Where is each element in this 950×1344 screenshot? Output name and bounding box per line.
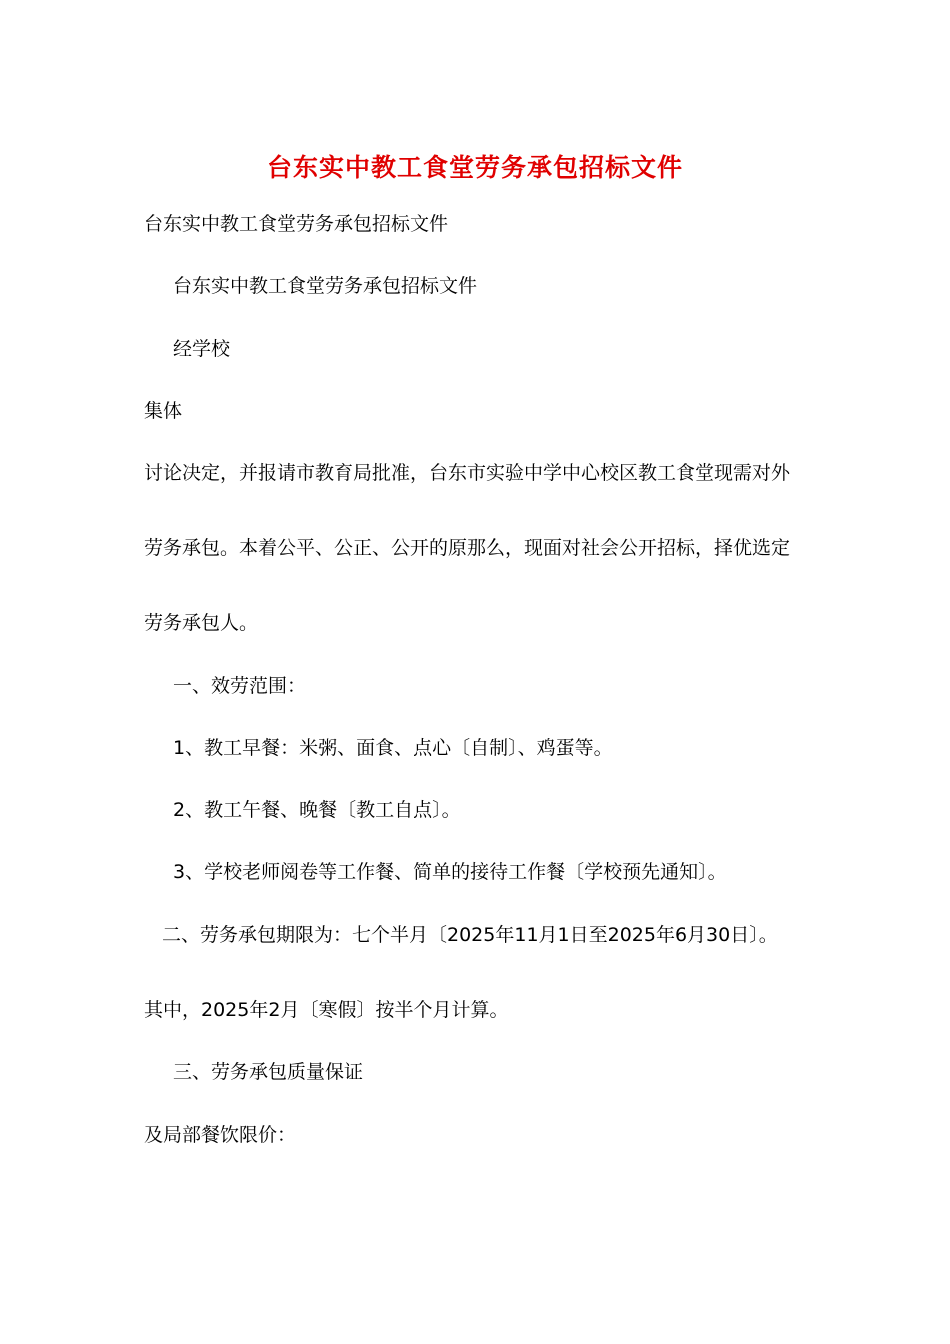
paragraph-school: 经学校	[173, 338, 231, 360]
paragraph-collective: 集体	[144, 400, 183, 422]
paragraph-intro-line3: 劳务承包人。	[144, 612, 259, 634]
paragraph-price-limit: 及局部餐饮限价：	[144, 1124, 297, 1146]
section-heading-scope: 一、效劳范围：	[173, 675, 307, 697]
paragraph-winter-break: 其中，2025年2月〔寒假〕按半个月计算。	[144, 999, 509, 1021]
document-title: 台东实中教工食堂劳务承包招标文件	[266, 153, 683, 182]
list-item-work-meals: 3、学校老师阅卷等工作餐、简单的接待工作餐〔学校预先通知〕。	[173, 861, 727, 883]
section-heading-term: 二、劳务承包期限为：七个半月〔2025年11月1日至2025年6月30日〕。	[162, 924, 778, 946]
list-item-lunch-dinner: 2、教工午餐、晚餐〔教工自点〕。	[173, 799, 461, 821]
section-heading-quality: 三、劳务承包质量保证	[173, 1061, 364, 1083]
paragraph-heading-indented: 台东实中教工食堂劳务承包招标文件	[173, 275, 478, 297]
paragraph-intro-line2: 劳务承包。本着公平、公正、公开的原那么，现面对社会公开招标，择优选定	[144, 537, 791, 559]
paragraph-intro-line1: 讨论决定，并报请市教育局批准，台东市实验中学中心校区教工食堂现需对外	[144, 462, 791, 484]
paragraph-heading-repeat: 台东实中教工食堂劳务承包招标文件	[144, 213, 449, 235]
list-item-breakfast: 1、教工早餐：米粥、面食、点心〔自制〕、鸡蛋等。	[173, 737, 613, 759]
